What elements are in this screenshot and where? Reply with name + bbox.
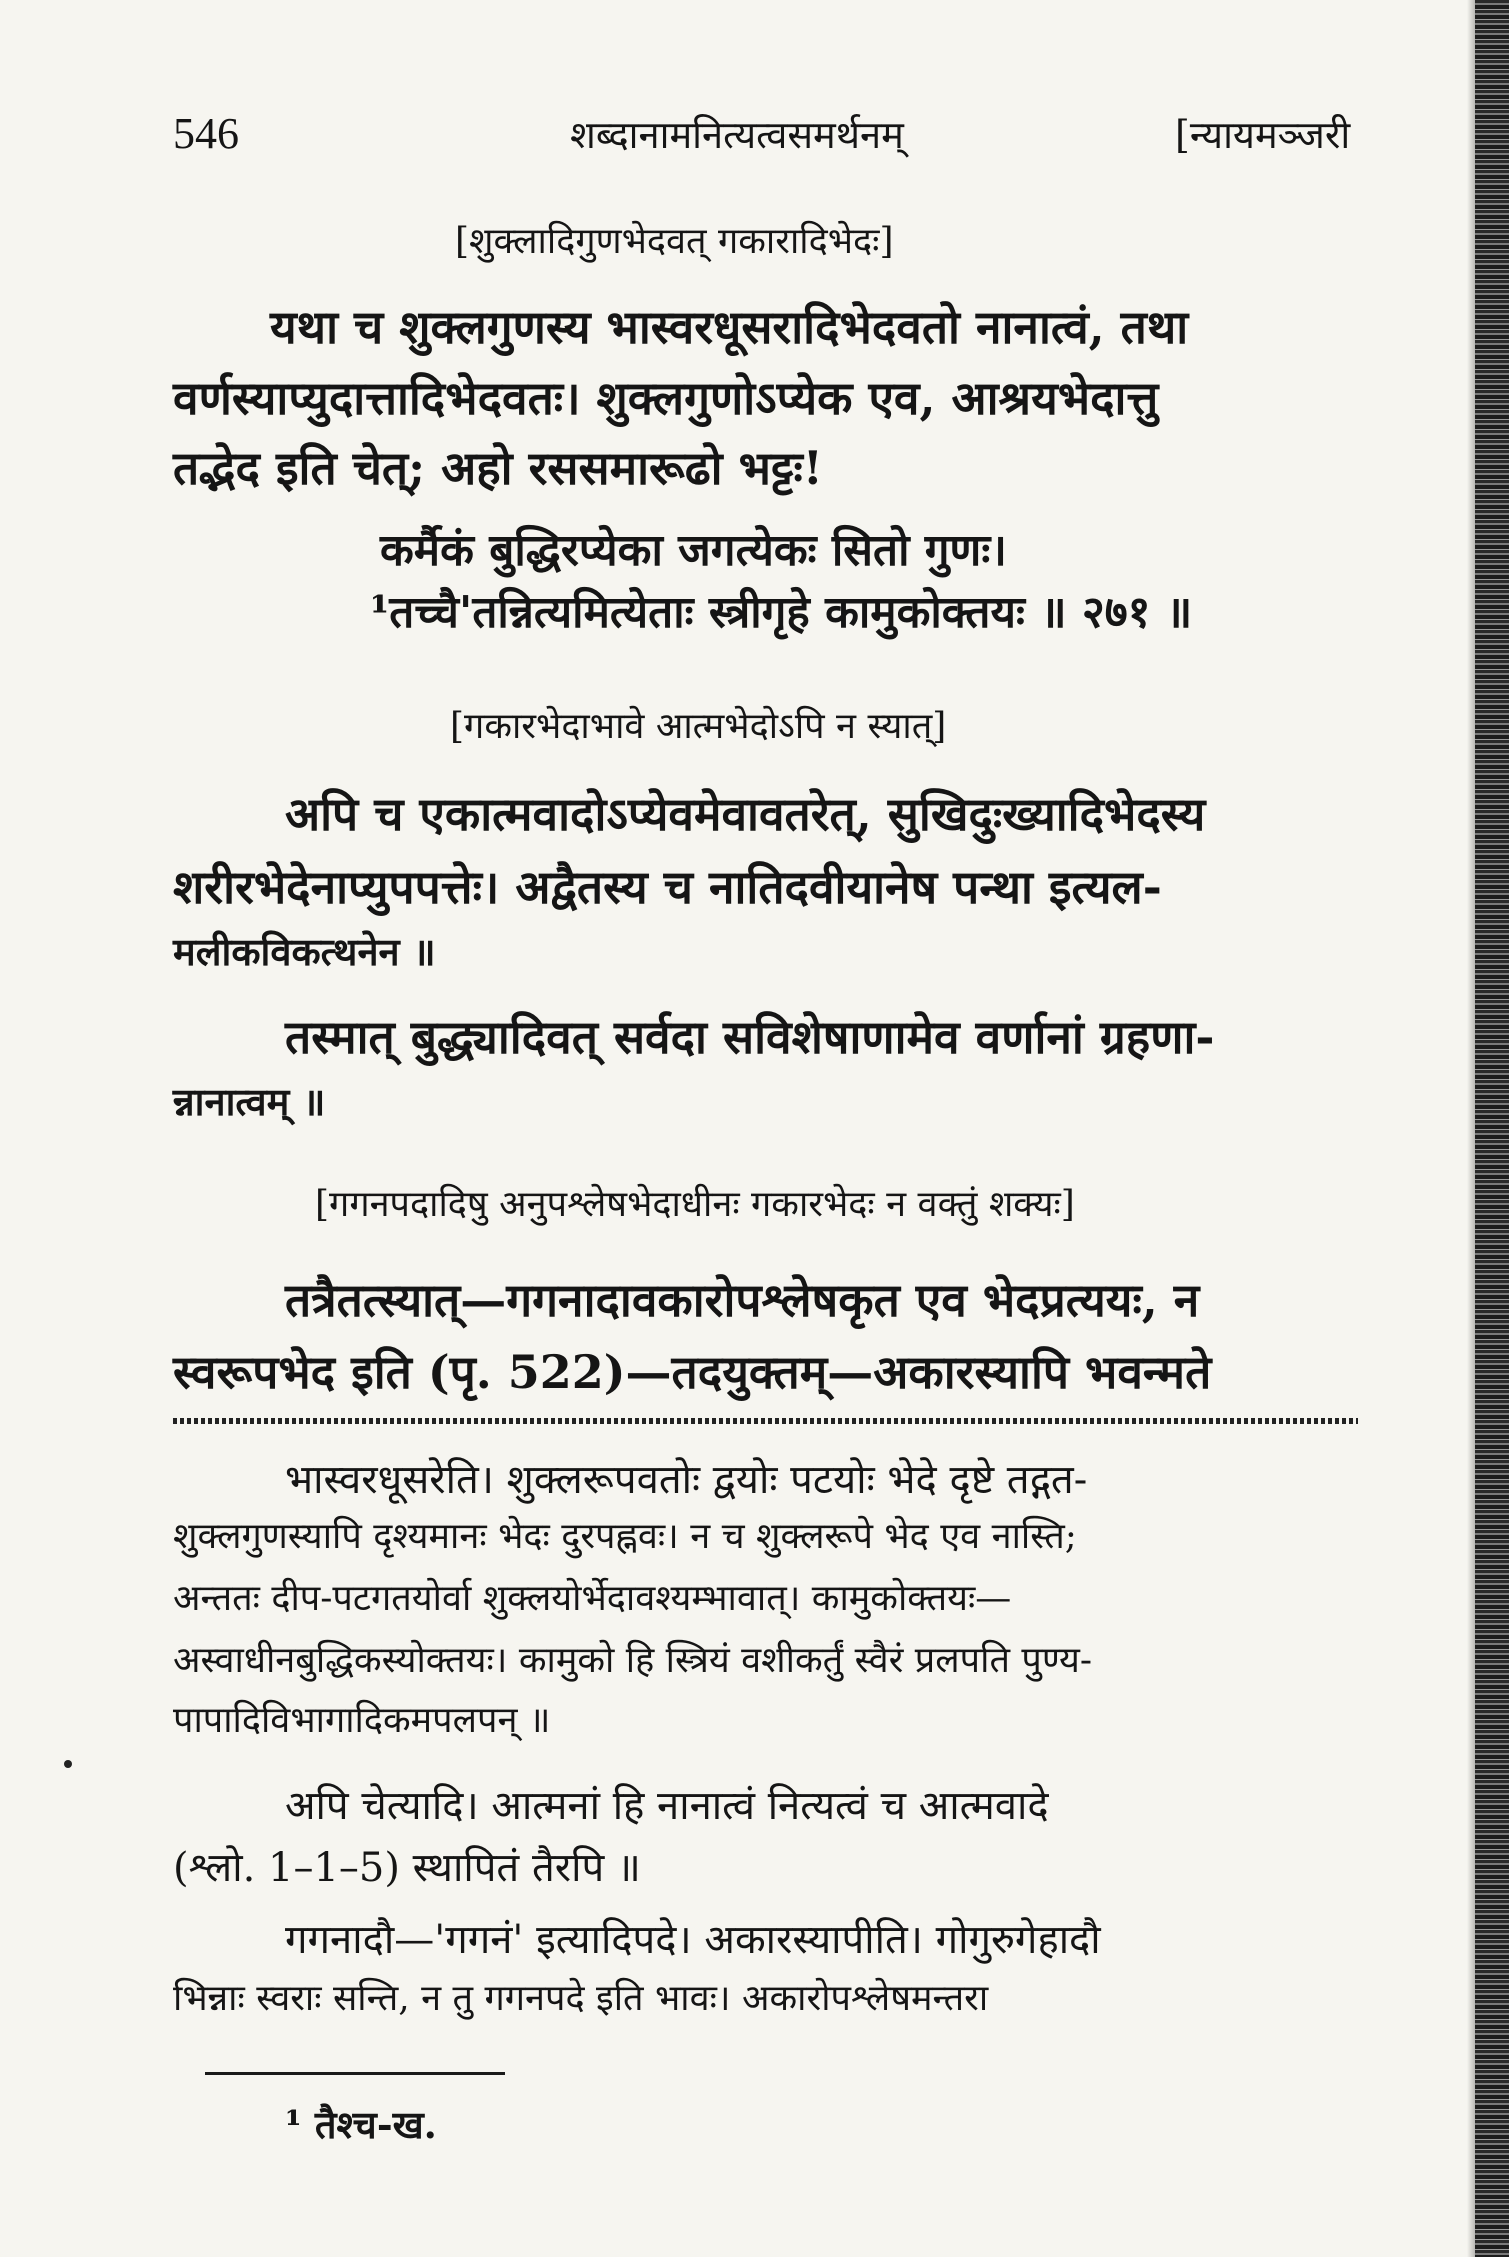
commentary-line: (श्लो. 1–1–5) स्थापितं तैरपि ॥ [173,1845,641,1891]
text-line: स्वरूपभेद इति (पृ. 522)—तदयुक्तम्—अकारस्यापि भवन्मते [173,1345,1212,1399]
commentary-line: शुक्लगुणस्यापि दृश्यमानः भेदः दुरपह्नवः। न च शुक्लरूपे भेद एव नास्ति; [173,1516,1077,1557]
section-heading: [गगनपदादिषु अनुपश्लेषभेदाधीनः गकारभेदः न वक्तुं शक्यः] [315,1184,1075,1225]
running-title: शब्दानामनित्यत्वसमर्थनम् [570,113,904,157]
section-heading: [गकारभेदाभावे आत्मभेदोऽपि न स्यात्] [450,706,947,747]
book-title: [न्यायमञ्जरी [1175,113,1351,157]
verse-line: कर्मैकं बुद्धिरप्येका जगत्येकः सितो गुणः। [380,525,1007,576]
verse-line: ¹तच्चै'तन्नित्यमित्येताः स्त्रीगृहे कामुकोक्तयः ॥ २७१ ॥ [370,587,1193,638]
text-line: यथा च शुक्लगुणस्य भास्वरधूसरादिभेदवतो नानात्वं, तथा [270,300,1189,354]
text-line: तस्मात् बुद्ध्यादिवत् सर्वदा सविशेषाणामेव वर्णानां ग्रहणा- [285,1010,1215,1064]
text-line: तत्रैतत्स्यात्—गगनादावकारोपश्लेषकृत एव भेदप्रत्ययः, न [285,1273,1200,1327]
commentary-line: पापादिविभागादिकमपलपन् ॥ [173,1700,551,1741]
page-number: 546 [173,109,239,158]
text-line: वर्णस्याप्युदात्तादिभेदवतः। शुक्लगुणोऽप्येक एव, आश्रयभेदात्तु [173,371,1159,425]
footnote: ¹ तैश्च-ख. [285,2102,437,2147]
text-line: न्नानात्वम् ॥ [173,1079,326,1124]
commentary-line: भिन्नाः स्वराः सन्ति, न तु गगनपदे इति भावः। अकारोपश्लेषमन्तरा [173,1978,989,2019]
section-heading: [शुक्लादिगुणभेदवत् गकारादिभेदः] [455,221,894,262]
commentary-line: अपि चेत्यादि। आत्मनां हि नानात्वं नित्यत्वं च आत्मवादे [285,1783,1049,1829]
text-line: मलीकविकत्थनेन ॥ [173,929,436,974]
footnote-rule [205,2072,505,2075]
text-line: शरीरभेदेनाप्युपपत्तेः। अद्वैतस्य च नातिदवीयानेष पन्था इत्यल- [173,860,1162,914]
commentary-line: अन्ततः दीप-पटगतयोर्वा शुक्लयोर्भेदावश्यम्भावात्। कामुकोक्तयः— [173,1578,1012,1619]
text-line: अपि च एकात्मवादोऽप्येवमेवावतरेत्, सुखिदुःख्यादिभेदस्य [285,787,1206,841]
text-line: तद्भेद इति चेत्; अहो रससमारूढो भट्टः! [173,441,823,495]
book-spine-edge [1475,0,1509,2257]
page-shadow [1467,0,1475,2257]
commentary-line: भास्वरधूसरेति। शुक्लरूपवतोः द्वयोः पटयोः भेदे दृष्टे तद्गत- [285,1457,1088,1503]
separator-line [173,1418,1358,1424]
commentary-line: गगनादौ—'गगनं' इत्यादिपदे। अकारस्यापीति। गोगुरुगेहादौ [285,1917,1101,1963]
ink-speck [64,1760,72,1768]
commentary-line: अस्वाधीनबुद्धिकस्योक्तयः। कामुको हि स्त्रियं वशीकर्तुं स्वैरं प्रलपति पुण्य- [173,1640,1093,1681]
